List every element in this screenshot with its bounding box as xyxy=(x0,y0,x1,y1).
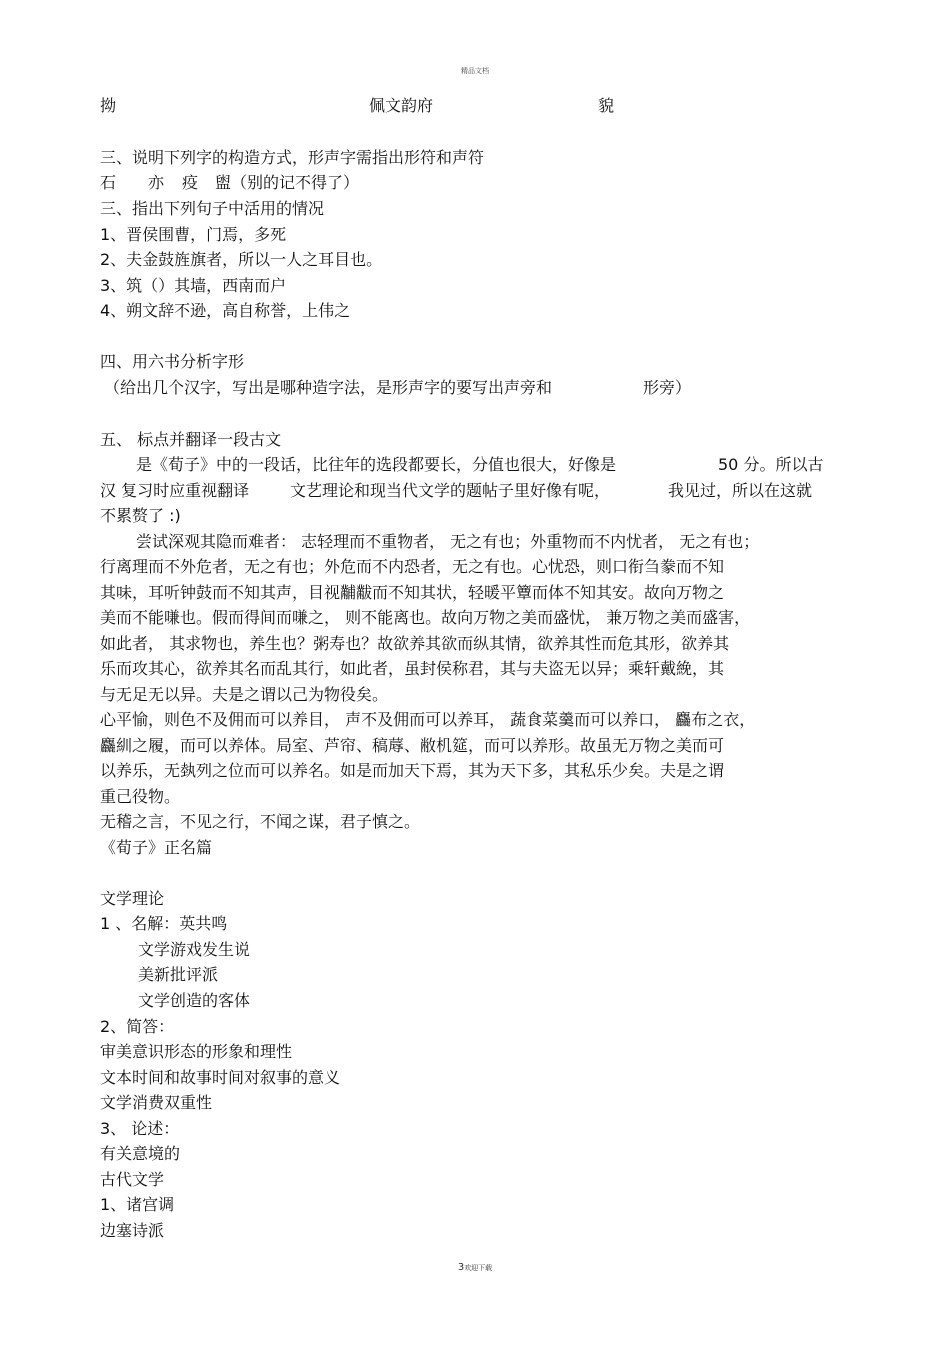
translate-intro-2a: 汉 复习时应重视翻译 xyxy=(100,481,250,500)
passage-line-5: 如此者， 其求物也，养生也？粥寿也？故欲养其欲而纵其情，欲养其性而危其形，欲养其 xyxy=(100,634,730,653)
passage-line-7: 与无足无以异。夫是之谓以己为物役矣。 xyxy=(100,685,389,704)
literary-q1: 1 、名解：英共鸣 xyxy=(100,914,228,933)
literary-q3: 3、 论述： xyxy=(100,1119,180,1138)
structure-char-3: 疫 xyxy=(182,173,199,192)
passage-line-6: 乐而攻其心，欲养其名而乱其行，如此者，虽封侯称君，其与夫盗无以异；乘轩戴絻，其 xyxy=(100,659,725,678)
passage-source: 《荀子》正名篇 xyxy=(100,838,213,857)
section-usage-title: 三、指出下列句子中活用的情况 xyxy=(100,199,325,218)
structure-char-1: 石 xyxy=(100,173,117,192)
passage-line-12: 无稽之言，不见之行，不闻之谋，君子慎之。 xyxy=(100,812,421,831)
section-structure-title: 三、说明下列字的构造方式，形声字需指出形符和声符 xyxy=(100,148,485,167)
passage-line-2: 行离理而不外危者，无之有也；外危而不内恐者，无之有也。心忧恐，则口衔刍豢而不知 xyxy=(100,557,725,576)
top-row-item-3: 貌 xyxy=(598,96,615,115)
usage-item-4: 4、朔文辞不逊，高自称誉，上伟之 xyxy=(100,301,351,320)
structure-char-4: 盥（别的记不得了） xyxy=(215,173,360,192)
translate-intro-1b: 50 分。所以古 xyxy=(718,455,824,474)
passage-line-11: 重己役物。 xyxy=(100,787,181,806)
usage-item-2: 2、夫金鼓旌旗者，所以一人之耳目也。 xyxy=(100,250,383,269)
translate-intro-2b: 文艺理论和现当代文学的题帖子里好像有呢， xyxy=(290,481,611,500)
literary-q1-term-1: 文学游戏发生说 xyxy=(138,940,251,959)
literary-q2: 2、简答： xyxy=(100,1017,175,1036)
literary-q2-item-3: 文学消费双重性 xyxy=(100,1093,213,1112)
literary-theory-title: 文学理论 xyxy=(100,889,165,908)
passage-line-4: 美而不能嗛也。假而得间而嗛之， 则不能离也。故向万物之美而盛忧， 兼万物之美而盛害， xyxy=(100,608,751,627)
passage-line-8: 心平愉，则色不及佣而可以养目， 声不及佣而可以养耳， 蔬食菜羹而可以养口， 麤布之衣， xyxy=(100,710,756,729)
section-translate-title: 五、 标点并翻译一段古文 xyxy=(100,430,282,449)
ancient-lit-item-2: 边塞诗派 xyxy=(100,1221,165,1240)
literary-q2-item-1: 审美意识形态的形象和理性 xyxy=(100,1042,293,1061)
liushu-note-b: 形旁） xyxy=(643,378,692,397)
passage-line-10: 以养乐，无埶列之位而可以养名。如是而加天下焉，其为天下多，其私乐少矣。夫是之谓 xyxy=(100,761,725,780)
translate-intro-2c: 我见过，所以在这就 xyxy=(668,481,813,500)
ancient-lit-title: 古代文学 xyxy=(100,1170,165,1189)
literary-q2-item-2: 文本时间和故事时间对叙事的意义 xyxy=(100,1068,341,1087)
literary-q1-term-3: 文学创造的客体 xyxy=(138,991,251,1010)
translate-intro-1a: 是《荀子》中的一段话，比往年的选段都要长，分值也很大，好像是 xyxy=(136,455,617,474)
page-header: 精品文档 xyxy=(461,67,489,75)
usage-item-1: 1、晋侯围曹，门焉，多死 xyxy=(100,225,287,244)
passage-line-9: 麤紃之履，而可以养体。局室、芦帘、稿蓐、敝机筵，而可以养形。故虽无万物之美而可 xyxy=(100,736,725,755)
structure-char-2: 亦 xyxy=(148,173,165,192)
passage-line-3: 其味，耳听钟鼓而不知其声，目视黼黻而不知其状，轻暖平簟而体不知其安。故向万物之 xyxy=(100,583,725,602)
section-liushu-title: 四、用六书分析字形 xyxy=(100,352,245,371)
page-footer xyxy=(0,1262,950,1273)
literary-q1-term-2: 美新批评派 xyxy=(138,965,219,984)
top-row-item-2: 佩文韵府 xyxy=(369,96,434,115)
usage-item-3: 3、筑（）其墙，西南而户 xyxy=(100,276,287,295)
page-number: 3 xyxy=(457,1262,465,1273)
top-row-item-1: 拗 xyxy=(100,96,117,115)
translate-intro-3: 不累赘了 :) xyxy=(100,506,181,525)
liushu-note-a: （给出几个汉字，写出是哪种造字法，是形声字的要写出声旁和 xyxy=(104,378,553,397)
ancient-lit-item-1: 1、诸宫调 xyxy=(100,1195,175,1214)
literary-q3-item-1: 有关意境的 xyxy=(100,1144,181,1163)
passage-line-1: 尝试深观其隐而难者： 志轻理而不重物者， 无之有也；外重物而不内忧者， 无之有也； xyxy=(136,532,760,551)
footer-text: 欢迎下载 xyxy=(464,1264,493,1272)
